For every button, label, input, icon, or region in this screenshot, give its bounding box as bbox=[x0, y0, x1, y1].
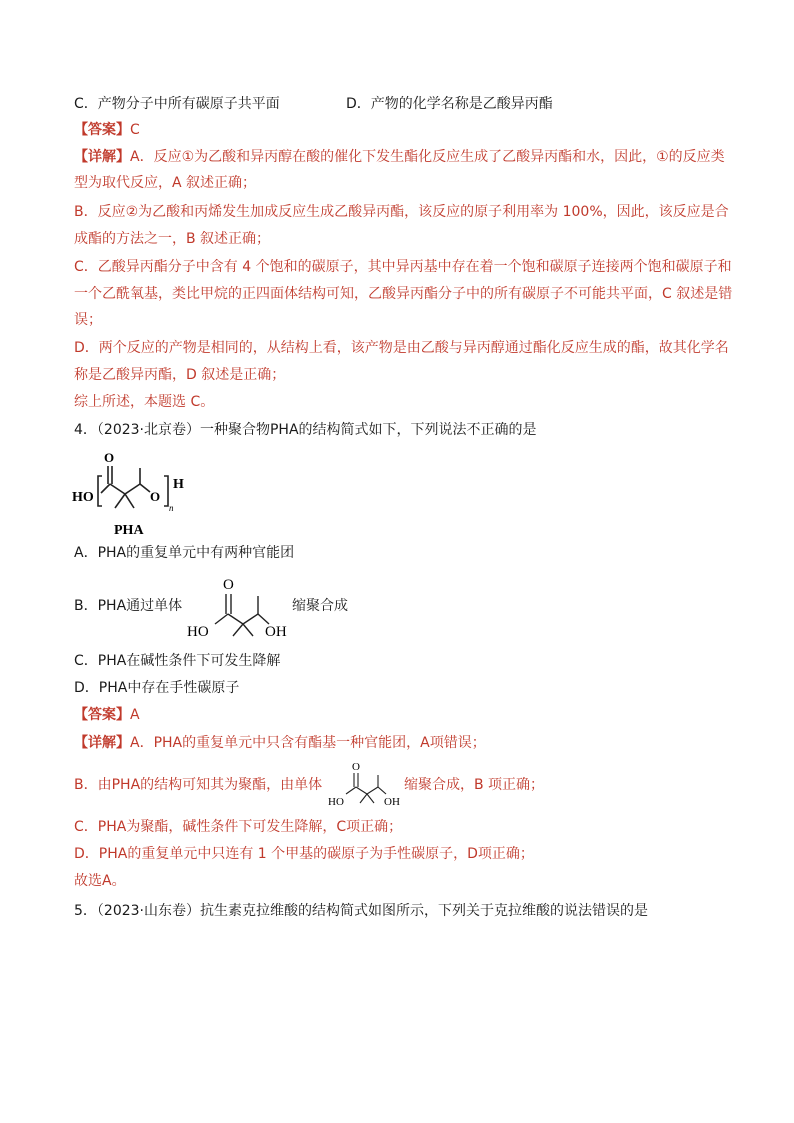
monomer-methyl-1 bbox=[233, 624, 243, 636]
q4-summary: 故选A。 bbox=[74, 873, 126, 889]
detail-text: A．反应①为乙酸和异丙醇在酸的催化下发生酯化反应生成了乙酸异丙酯和水，因此，①的反应类 bbox=[130, 149, 725, 165]
q3-option-c: C．产物分子中所有碳原子共平面 bbox=[74, 96, 280, 112]
monomer-structure-small bbox=[326, 760, 406, 810]
monomer-small-methyl-1 bbox=[360, 794, 367, 803]
q4-option-a: A．PHA的重复单元中有两种官能团 bbox=[74, 545, 295, 561]
q3-detail-b2: 成酯的方法之一，B 叙述正确； bbox=[74, 231, 271, 247]
answer-tag: 【答案】 bbox=[74, 122, 130, 138]
monomer-small-carbonyl-o: O bbox=[352, 761, 360, 773]
monomer-ho-label: HO bbox=[187, 624, 209, 640]
monomer-small-ho-label: HO bbox=[328, 796, 344, 808]
detail-text: A．PHA的重复单元中只含有酯基一种官能团，A项错误； bbox=[130, 735, 486, 751]
monomer-bond-c3 bbox=[243, 614, 258, 624]
q3-detail-c3: 误； bbox=[74, 312, 102, 328]
pha-ho-label: HO bbox=[72, 490, 94, 505]
pha-bond-o bbox=[140, 484, 150, 492]
pha-methyl-2 bbox=[125, 494, 134, 508]
pha-right-bracket bbox=[164, 476, 168, 506]
q4-detail-a bbox=[74, 733, 724, 753]
pha-n-subscript: n bbox=[169, 503, 174, 513]
monomer-bond-ho bbox=[215, 614, 228, 624]
monomer-carbonyl-o: O bbox=[223, 577, 234, 593]
pha-bond-c3 bbox=[125, 484, 140, 494]
q3-detail-d1: D．两个反应的产物是相同的，从结构上看，该产物是由乙酸与异丙醇通过酯化反应生成的酯，故其化学名 bbox=[74, 340, 729, 356]
pha-bond-c2 bbox=[110, 484, 125, 494]
monomer-bond-oh bbox=[258, 614, 269, 624]
monomer-small-methyl-2 bbox=[367, 794, 374, 803]
pha-name-label: PHA bbox=[114, 523, 144, 538]
q5-stem: 5．（2023·山东卷）抗生素克拉维酸的结构简式如图所示，下列关于克拉维酸的说法错误的是 bbox=[74, 903, 648, 919]
q3-detail-d2: 称是乙酸异丙酯，D 叙述是正确； bbox=[74, 367, 286, 383]
pha-methyl-1 bbox=[115, 494, 125, 508]
detail-tag: 【详解】 bbox=[74, 735, 130, 751]
answer-tag: 【答案】 bbox=[74, 707, 130, 723]
q3-detail-c1: C．乙酸异丙酯分子中含有 4 个饱和的碳原子，其中异丙基中存在着一个饱和碳原子连接两个饱和碳原子和 bbox=[74, 259, 732, 275]
pha-carbonyl-o: O bbox=[104, 450, 115, 465]
monomer-oh-label: OH bbox=[265, 624, 287, 640]
monomer-structure bbox=[185, 574, 295, 644]
q3-summary: 综上所述，本题选 C。 bbox=[74, 394, 215, 410]
monomer-small-oh-label: OH bbox=[384, 796, 400, 808]
q4-detail-d: D．PHA的重复单元中只连有 1 个甲基的碳原子为手性碳原子，D项正确； bbox=[74, 846, 534, 862]
q3-detail-b1: B．反应②为乙酸和丙烯发生加成反应生成乙酸异丙酯，该反应的原子利用率为 100%，因此，该反应是合 bbox=[74, 204, 729, 220]
q3-detail-c2: 一个乙酰氧基，类比甲烷的正四面体结构可知，乙酸异丙酯分子中的所有碳原子不可能共平面，C 叙述是错 bbox=[74, 286, 733, 302]
q4-option-b bbox=[74, 596, 724, 616]
q4-option-c: C．PHA在碱性条件下可发生降解 bbox=[74, 653, 281, 669]
q4-detail-b-post: 缩聚合成，B 项正确； bbox=[404, 777, 545, 793]
q4-answer bbox=[74, 705, 724, 725]
detail-tag: 【详解】 bbox=[74, 149, 130, 165]
monomer-bond-c2 bbox=[228, 614, 243, 624]
q4-stem: 4．（2023·北京卷）一种聚合物PHA的结构简式如下，下列说法不正确的是 bbox=[74, 422, 537, 438]
monomer-small-bond-ho bbox=[346, 787, 356, 794]
monomer-small-bond-c2 bbox=[356, 787, 367, 794]
q3-answer bbox=[74, 120, 724, 140]
q4-detail-b-pre: B．由PHA的结构可知其为聚酯，由单体 bbox=[74, 777, 323, 793]
answer-value: C bbox=[130, 122, 140, 138]
q3-options-cd bbox=[74, 94, 724, 114]
answer-value: A bbox=[130, 707, 140, 723]
q3-detail-a1 bbox=[74, 147, 724, 167]
q4-option-b-pre: B．PHA通过单体 bbox=[74, 598, 183, 614]
monomer-small-bond-oh bbox=[378, 787, 386, 794]
q3-option-d: D．产物的化学名称是乙酸异丙酯 bbox=[346, 96, 553, 112]
pha-structure bbox=[70, 448, 200, 540]
q4-option-b-post: 缩聚合成 bbox=[292, 598, 348, 614]
q3-detail-a2: 型为取代反应，A 叙述正确； bbox=[74, 175, 257, 191]
pha-bond-ho bbox=[101, 484, 110, 493]
pha-h-label: H bbox=[173, 477, 184, 492]
pha-left-bracket bbox=[98, 476, 102, 506]
q4-option-d: D．PHA中存在手性碳原子 bbox=[74, 680, 240, 696]
pha-ester-o: O bbox=[150, 489, 161, 504]
q4-detail-c: C．PHA为聚酯，碱性条件下可发生降解，C项正确； bbox=[74, 819, 403, 835]
monomer-small-bond-c3 bbox=[367, 787, 378, 794]
monomer-methyl-2 bbox=[243, 624, 253, 636]
